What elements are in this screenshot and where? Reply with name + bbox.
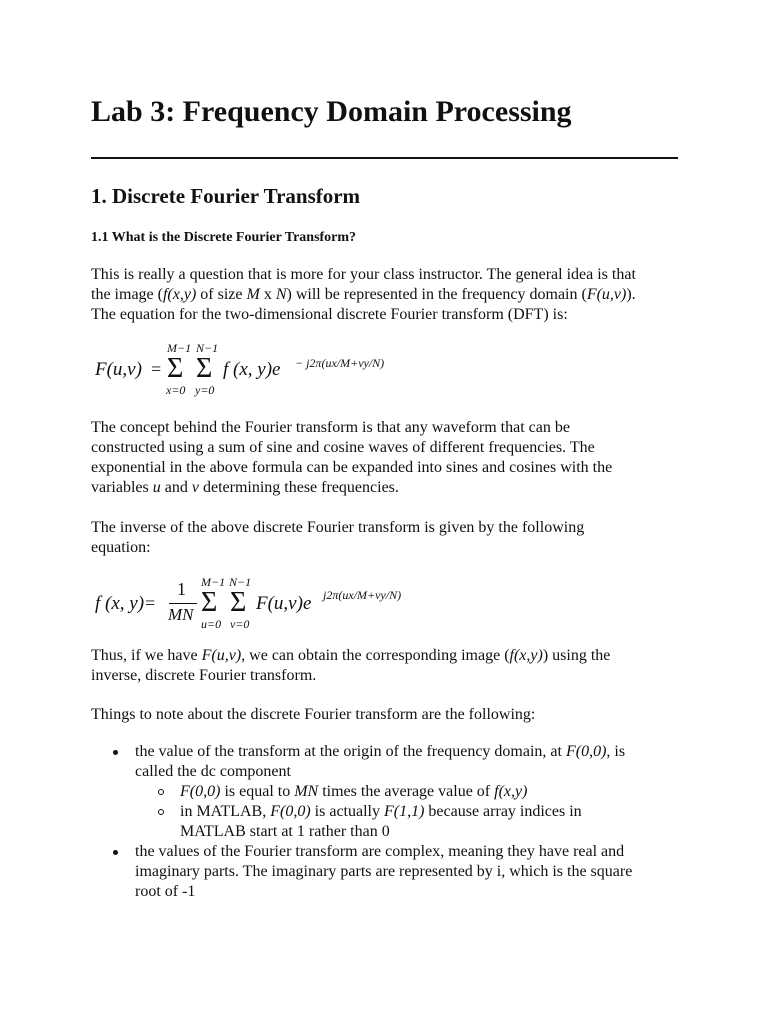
bullet-circle [158, 809, 164, 815]
eq-fraction-numerator: 1 [177, 579, 186, 599]
dft-equation [91, 340, 411, 402]
eq-upper-limit: M−1 [167, 341, 192, 355]
title-divider [91, 157, 678, 159]
eq-lower-limit: u=0 [201, 617, 222, 631]
paragraph-line: constructed using a sum of sine and cosine waves of different frequencies. The [91, 439, 595, 456]
eq-lower-limit: x=0 [166, 383, 186, 397]
list-item: the value of the transform at the origin of the frequency domain, at F(0,0), is called the dc component F(0,0) is equal to MN times the average value of f(x,y) in MATLAB, F(0,0) is actually F(1,1) because array indices in MATLAB start at 1 rather than 0 [91, 742, 691, 842]
sub-list-item: F(0,0) is equal to MN times the average value of f(x,y) [135, 782, 691, 802]
paragraph-line: variables u and v determining these frequencies. [91, 479, 399, 496]
eq-fraction-denominator: MN [168, 605, 194, 624]
bullet-circle [158, 789, 164, 795]
paragraph-line: equation: [91, 539, 151, 556]
paragraph-line: The inverse of the above discrete Fourier transform is given by the following [91, 519, 585, 536]
paragraph-line: Thus, if we have F(u,v), we can obtain the corresponding image (f(x,y)) using the [91, 647, 611, 664]
paragraph-inverse [91, 518, 681, 558]
paragraph-line: inverse, discrete Fourier transform. [91, 667, 317, 684]
paragraph-concept [91, 418, 681, 498]
eq-equals: = [145, 593, 156, 613]
paragraph-thus [91, 646, 681, 686]
eq-upper-limit: N−1 [229, 575, 252, 589]
paragraph-line: The concept behind the Fourier transform is that any waveform that can be [91, 419, 570, 436]
sigma-symbol: Σ [201, 587, 218, 618]
sigma-symbol: Σ [230, 587, 247, 618]
eq-body: f (x, y)e [223, 359, 281, 380]
sigma-symbol: Σ [196, 353, 213, 384]
bullet-dot [113, 750, 118, 755]
eq-exponent: j2π(ux/M+vy/N) [323, 588, 402, 602]
eq-lower-limit: y=0 [195, 383, 215, 397]
sigma-symbol: Σ [167, 353, 184, 384]
bullet-dot [113, 850, 118, 855]
eq-lower-limit: v=0 [230, 617, 250, 631]
section-heading: 1. Discrete Fourier Transform [91, 184, 361, 208]
paragraph-line: Things to note about the discrete Fourier transform are the following: [91, 706, 536, 723]
subsection-heading: 1.1 What is the Discrete Fourier Transform? [91, 230, 357, 245]
paragraph-things-to-note [91, 705, 681, 725]
eq-exponent: − j2π(ux/M+vy/N) [295, 356, 385, 370]
eq-body: F(u,v)e [256, 593, 312, 614]
sub-list [135, 782, 691, 842]
paragraph-line: This is really a question that is more for your class instructor. The general idea is that [91, 266, 636, 283]
paragraph-line: The equation for the two-dimensional discrete Fourier transform (DFT) is: [91, 306, 568, 323]
eq-equals: = [151, 359, 162, 379]
inverse-dft-equation [91, 575, 431, 637]
eq-upper-limit: M−1 [201, 575, 226, 589]
paragraph-line: exponential in the above formula can be expanded into sines and cosines with the [91, 459, 613, 476]
eq-lhs: F(u,v) [95, 359, 142, 380]
list-item: the values of the Fourier transform are complex, meaning they have real and imaginary parts. The imaginary parts are represented by i, which is the square root of -1 [91, 842, 691, 902]
paragraph-line: the image (f(x,y) of size M x N) will be represented in the frequency domain (F(u,v)). [91, 286, 636, 303]
paragraph-intro [91, 265, 681, 325]
sub-list-item: in MATLAB, F(0,0) is actually F(1,1) because array indices in MATLAB start at 1 rather than 0 [135, 802, 691, 842]
page-title: Lab 3: Frequency Domain Processing [91, 95, 572, 128]
notes-list [91, 742, 691, 902]
eq-upper-limit: N−1 [196, 341, 219, 355]
fraction-bar [169, 603, 197, 604]
eq-lhs: f (x, y) [95, 593, 145, 614]
